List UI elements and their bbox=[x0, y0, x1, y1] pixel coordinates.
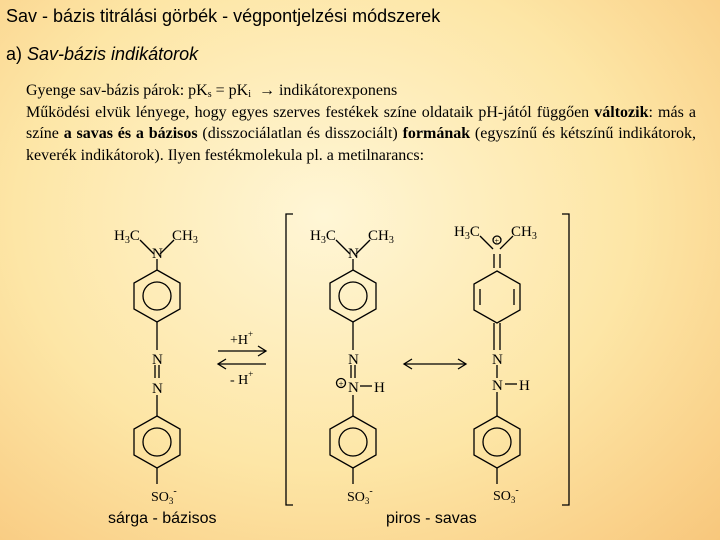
sulfonate-label: $SO_3^-$ bbox=[347, 486, 373, 506]
aromatic-circle bbox=[339, 282, 367, 310]
para-bold-1: változik bbox=[594, 103, 649, 121]
azo-n-label: N bbox=[152, 352, 163, 368]
positive-charge-sign: + bbox=[338, 379, 344, 389]
arrow-glyph: → bbox=[258, 82, 275, 99]
aromatic-circle bbox=[483, 428, 511, 456]
aromatic-circle bbox=[143, 282, 171, 310]
positive-charge-sign: + bbox=[494, 236, 500, 246]
azo-n-label: N bbox=[152, 381, 163, 397]
ch3-label: $CH_3$ bbox=[368, 228, 394, 246]
para-bold-3: formának bbox=[402, 125, 471, 142]
benzene-ring bbox=[474, 416, 520, 468]
para-part-1: Működési elvük lényege, hogy egyes szerves festékek színe oldataik pH-jától függően bbox=[26, 103, 595, 121]
h3c-label: $H_3C$ bbox=[454, 224, 480, 242]
page-title: Sav - bázis titrálási görbék - végpontjelzési módszerek bbox=[6, 6, 441, 26]
resonance-bracket bbox=[286, 214, 569, 505]
benzene-ring bbox=[134, 416, 180, 468]
plus-h-label: +H+ bbox=[230, 329, 254, 348]
benzene-ring bbox=[330, 270, 376, 322]
h3c-label: $H_3C$ bbox=[310, 228, 336, 246]
pk-sub-s: s bbox=[207, 89, 212, 100]
azonium-n-label: N bbox=[348, 380, 359, 396]
benzene-ring bbox=[134, 270, 180, 322]
aromatic-circle bbox=[143, 428, 171, 456]
ch3-label: $CH_3$ bbox=[511, 224, 537, 242]
resonance-arrow bbox=[404, 359, 466, 369]
h3c-label: $H_3C$ bbox=[114, 228, 140, 246]
pk-text-a: Gyenge sav-bázis párok: pK bbox=[26, 82, 208, 99]
azo-n-label: N bbox=[492, 352, 503, 368]
sulfonate-label: $SO_3^-$ bbox=[151, 486, 177, 506]
amine-n-label: N bbox=[152, 246, 163, 262]
section-prefix: a) bbox=[6, 44, 28, 64]
amine-n-label: N bbox=[348, 246, 359, 262]
caption-acidic: piros - savas bbox=[386, 510, 477, 527]
aromatic-circle bbox=[339, 428, 367, 456]
para-part-4: (egyszínű és kétszínű indikátorok, keverék indikátorok). Ilyen festékmolekula pl. a metilnarancs: bbox=[26, 125, 696, 164]
protonation-arrows bbox=[218, 346, 266, 369]
section-emphasis: Sav-bázis indikátorok bbox=[27, 44, 199, 64]
hydrogen-label: H bbox=[519, 378, 530, 394]
pk-sub-i: i bbox=[248, 89, 251, 100]
quinoid-ring bbox=[474, 271, 520, 323]
pk-text-b: = pK bbox=[211, 82, 249, 99]
benzene-ring bbox=[330, 416, 376, 468]
para-part-2: : más a színe bbox=[26, 103, 697, 142]
pk-text-c: indikátorexponens bbox=[274, 82, 398, 99]
sulfonate-label: $SO_3^-$ bbox=[493, 485, 519, 505]
para-bold-2: a savas és a bázisos bbox=[63, 125, 198, 142]
para-part-3: (disszociálatlan és disszociált) bbox=[197, 125, 403, 142]
azo-n-label: N bbox=[348, 352, 359, 368]
ch3-label: $CH_3$ bbox=[172, 228, 198, 246]
hydrogen-label: H bbox=[374, 380, 385, 396]
caption-basic: sárga - bázisos bbox=[108, 510, 217, 527]
minus-h-label: - H+ bbox=[230, 369, 254, 388]
amine-n-label: N bbox=[492, 378, 503, 394]
